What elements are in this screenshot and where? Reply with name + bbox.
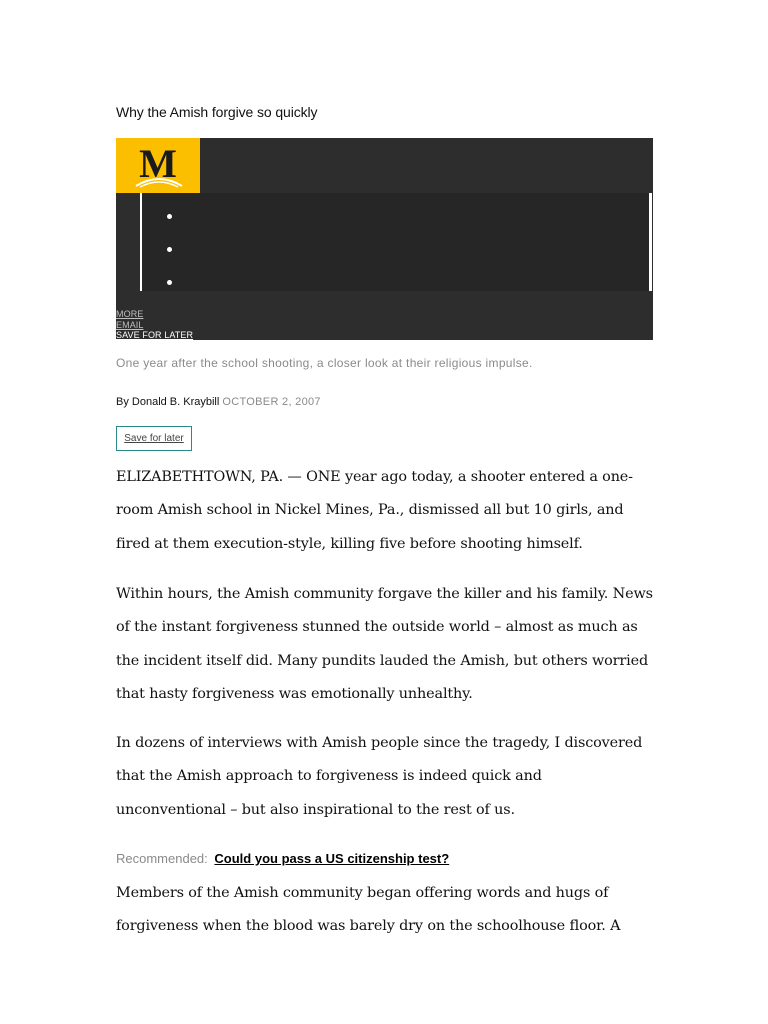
site-logo[interactable]: [116, 138, 200, 193]
email-link[interactable]: EMAIL: [116, 319, 144, 330]
article-paragraph: Members of the Amish community began offering words and hugs of forgiveness when the blood was barely dry on the schoolhouse floor. A: [116, 885, 621, 935]
recommended-link[interactable]: Could you pass a US citizenship test?: [214, 851, 450, 866]
banner-links: [116, 309, 193, 341]
recommended-box: [116, 851, 449, 866]
recommended-label: Recommended:: [116, 851, 208, 866]
save-for-later-link[interactable]: SAVE FOR LATER: [116, 330, 194, 340]
byline-date: OCTOBER 2, 2007: [222, 396, 321, 408]
logo-swoosh-icon: [134, 174, 184, 188]
article-paragraph: Within hours, the Amish community forgave the killer and his family. News of the instant forgiveness stunned the outside world – almost as much as the incident itself did. Many pundits lauded the Amish, but others worried that hasty forgiveness was emotionally unhealthy.: [116, 586, 653, 703]
nav-menu-panel: [140, 193, 652, 291]
byline: [116, 396, 321, 408]
article-subtitle: One year after the school shooting, a closer look at their religious impulse.: [116, 356, 533, 370]
logo-letter: M: [139, 141, 177, 186]
menu-bullet-icon: [167, 280, 172, 285]
byline-author: By Donald B. Kraybill: [116, 396, 220, 408]
article-paragraph: In dozens of interviews with Amish people since the tragedy, I discovered that the Amish approach to forgiveness is indeed quick and unconventional – but also inspirational to the rest of us.: [116, 735, 643, 818]
menu-bullet-icon: [167, 214, 172, 219]
menu-bullet-icon: [167, 247, 172, 252]
save-for-later-button[interactable]: Save for later: [116, 426, 192, 451]
article-paragraph: ELIZABETHTOWN, PA. — ONE year ago today, a shooter entered a one-room Amish school in Nickel Mines, Pa., dismissed all but 10 girls, and fired at them execution-style, killing five before shooting himself.: [116, 469, 633, 552]
site-header-banner: [116, 138, 653, 340]
more-link[interactable]: MORE: [116, 309, 144, 319]
page-title: Why the Amish forgive so quickly: [116, 104, 318, 120]
